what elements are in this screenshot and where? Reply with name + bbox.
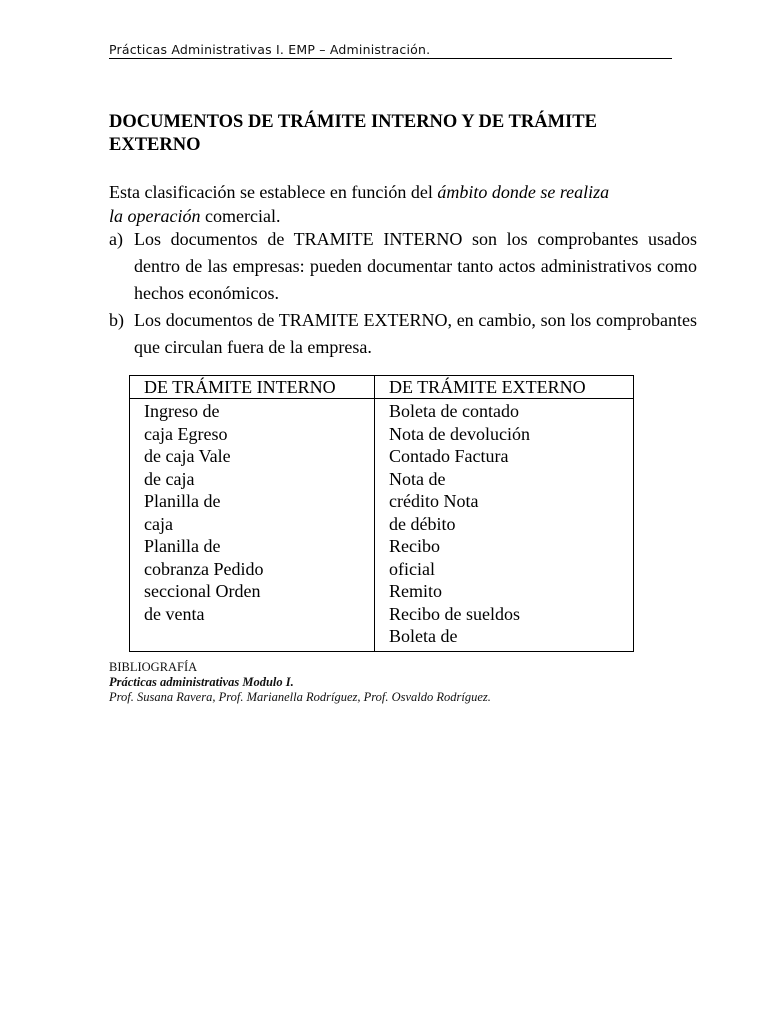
external-line: Nota de devolución	[389, 423, 530, 444]
list-line: Los documentos de TRAMITE EXTERNO, en cambio, son los	[134, 310, 592, 330]
external-line: Recibo	[389, 536, 440, 556]
list-line: comprobantes que circulan fuera de la empresa.	[134, 310, 698, 357]
internal-line: Ingreso de	[144, 401, 220, 421]
list-marker: b)	[109, 310, 124, 330]
internal-line: Planilla de	[144, 491, 221, 511]
internal-line: cobranza Pedido	[144, 558, 264, 579]
external-line: Recibo de sueldos	[389, 603, 520, 624]
intro-text-1: Esta clasificación se establece en función del	[109, 182, 438, 202]
bibliography-authors: Prof. Susana Ravera, Prof. Marianella Rodríguez, Prof. Osvaldo Rodríguez.	[109, 690, 491, 704]
internal-line: de caja Vale	[144, 446, 231, 466]
page-header: Prácticas Administrativas I. EMP – Administración.	[109, 42, 672, 59]
table-row	[130, 399, 634, 652]
internal-line: de venta	[144, 603, 205, 624]
external-line: Boleta de contado	[389, 401, 519, 421]
page-title	[109, 111, 669, 157]
list-item-b	[109, 307, 697, 361]
list-line: usados dentro de las empresas: pueden documentar tanto actos	[134, 229, 698, 276]
table-header-row	[130, 376, 634, 399]
bibliography-heading: BIBLIOGRAFÍA	[109, 660, 198, 674]
intro-paragraph	[109, 180, 699, 228]
internal-line: seccional Orden	[144, 581, 261, 601]
title-line-1: DOCUMENTOS DE TRÁMITE INTERNO Y DE TRÁMITE	[109, 112, 597, 132]
external-line: de débito	[389, 513, 456, 534]
list-item-a	[109, 226, 697, 307]
external-line: Boleta de	[389, 626, 458, 646]
external-line: crédito Nota	[389, 491, 479, 511]
list-line: administrativos como hechos económicos.	[134, 256, 697, 303]
internal-line: de caja	[144, 468, 195, 489]
external-line: oficial	[389, 558, 435, 579]
title-line-2: EXTERNO	[109, 135, 201, 155]
intro-italic-1: ámbito donde se realiza	[437, 182, 610, 202]
internal-line: Planilla de	[144, 536, 221, 556]
external-line: Nota de	[389, 468, 446, 489]
bibliography-work: Prácticas administrativas Modulo I.	[109, 675, 294, 689]
document-types-table	[129, 375, 634, 652]
list-marker: a)	[109, 229, 123, 249]
header-external: DE TRÁMITE EXTERNO	[375, 376, 634, 399]
internal-line: caja	[144, 513, 173, 534]
bibliography	[109, 660, 669, 705]
external-line: Remito	[389, 581, 442, 601]
internal-line: caja Egreso	[144, 423, 228, 444]
external-line: Contado Factura	[389, 446, 509, 466]
header-internal: DE TRÁMITE INTERNO	[130, 376, 375, 399]
list-line: Los documentos de TRAMITE INTERNO son los comprobantes	[134, 229, 639, 249]
external-documents-cell	[375, 399, 634, 652]
intro-italic-2: la operación	[109, 206, 201, 226]
intro-text-2: comercial.	[200, 206, 281, 226]
definition-list	[109, 226, 697, 361]
internal-documents-cell	[130, 399, 375, 652]
